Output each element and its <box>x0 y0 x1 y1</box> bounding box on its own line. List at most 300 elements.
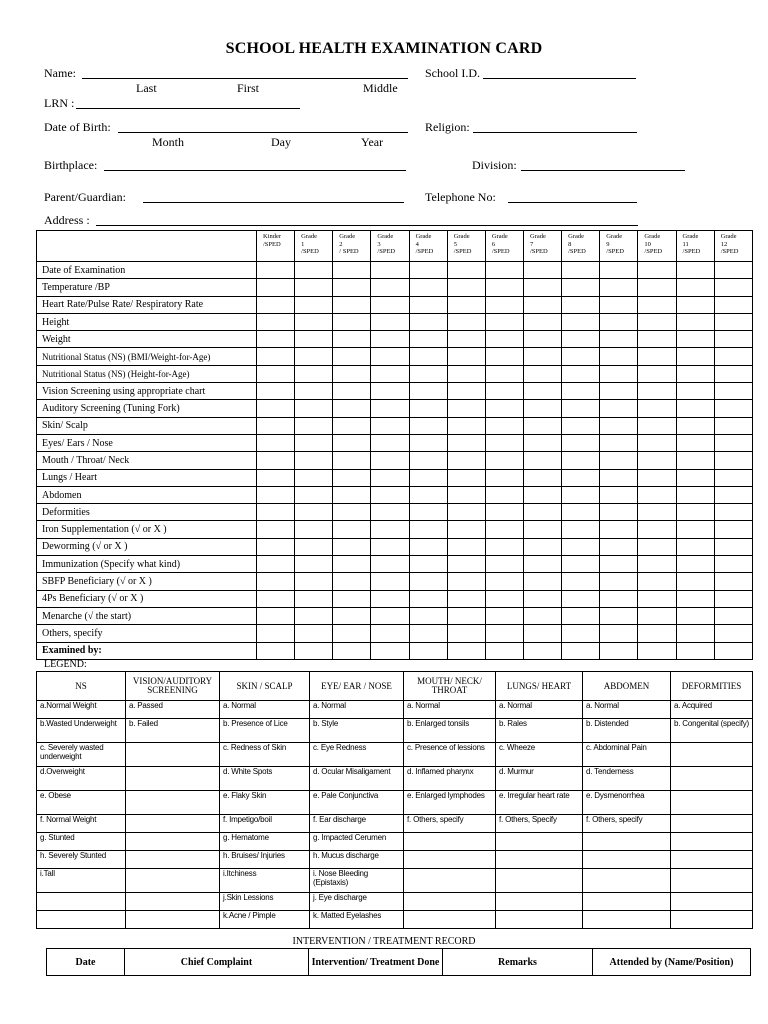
exam-cell[interactable] <box>485 486 523 503</box>
exam-cell[interactable] <box>257 556 295 573</box>
exam-cell[interactable] <box>447 590 485 607</box>
exam-cell[interactable] <box>257 573 295 590</box>
exam-cell[interactable] <box>562 279 600 296</box>
exam-cell[interactable] <box>714 400 752 417</box>
exam-cell[interactable] <box>676 452 714 469</box>
exam-cell[interactable] <box>257 383 295 400</box>
exam-cell[interactable] <box>562 642 600 659</box>
exam-cell[interactable] <box>257 262 295 279</box>
exam-cell[interactable] <box>714 383 752 400</box>
exam-cell[interactable] <box>600 521 638 538</box>
exam-cell[interactable] <box>409 538 447 555</box>
exam-cell[interactable] <box>409 296 447 313</box>
exam-cell[interactable] <box>638 590 676 607</box>
exam-cell[interactable] <box>714 556 752 573</box>
exam-cell[interactable] <box>485 279 523 296</box>
exam-cell[interactable] <box>409 590 447 607</box>
exam-cell[interactable] <box>714 538 752 555</box>
address-field[interactable] <box>96 225 638 226</box>
exam-cell[interactable] <box>562 383 600 400</box>
exam-cell[interactable] <box>638 521 676 538</box>
exam-cell[interactable] <box>257 313 295 330</box>
exam-cell[interactable] <box>371 279 409 296</box>
exam-cell[interactable] <box>676 556 714 573</box>
exam-cell[interactable] <box>333 625 371 642</box>
exam-cell[interactable] <box>523 521 561 538</box>
exam-cell[interactable] <box>371 642 409 659</box>
exam-cell[interactable] <box>257 400 295 417</box>
exam-cell[interactable] <box>523 400 561 417</box>
exam-cell[interactable] <box>409 504 447 521</box>
exam-cell[interactable] <box>333 434 371 451</box>
exam-cell[interactable] <box>562 538 600 555</box>
exam-cell[interactable] <box>523 383 561 400</box>
exam-cell[interactable] <box>409 452 447 469</box>
exam-cell[interactable] <box>295 279 333 296</box>
exam-cell[interactable] <box>714 486 752 503</box>
exam-cell[interactable] <box>600 469 638 486</box>
exam-cell[interactable] <box>523 469 561 486</box>
exam-cell[interactable] <box>371 296 409 313</box>
exam-cell[interactable] <box>714 521 752 538</box>
exam-cell[interactable] <box>485 538 523 555</box>
exam-cell[interactable] <box>333 279 371 296</box>
exam-cell[interactable] <box>562 262 600 279</box>
exam-cell[interactable] <box>409 521 447 538</box>
exam-cell[interactable] <box>523 434 561 451</box>
exam-cell[interactable] <box>333 556 371 573</box>
exam-cell[interactable] <box>638 607 676 624</box>
exam-cell[interactable] <box>333 296 371 313</box>
exam-cell[interactable] <box>562 348 600 365</box>
exam-cell[interactable] <box>638 452 676 469</box>
exam-cell[interactable] <box>600 296 638 313</box>
exam-cell[interactable] <box>257 417 295 434</box>
exam-cell[interactable] <box>257 521 295 538</box>
exam-cell[interactable] <box>485 573 523 590</box>
exam-cell[interactable] <box>523 625 561 642</box>
exam-cell[interactable] <box>676 469 714 486</box>
exam-cell[interactable] <box>371 538 409 555</box>
exam-cell[interactable] <box>714 296 752 313</box>
exam-cell[interactable] <box>371 365 409 382</box>
exam-cell[interactable] <box>676 625 714 642</box>
exam-cell[interactable] <box>562 573 600 590</box>
exam-cell[interactable] <box>447 607 485 624</box>
exam-cell[interactable] <box>485 642 523 659</box>
exam-cell[interactable] <box>562 313 600 330</box>
exam-cell[interactable] <box>638 469 676 486</box>
exam-cell[interactable] <box>295 383 333 400</box>
exam-cell[interactable] <box>409 313 447 330</box>
exam-cell[interactable] <box>295 331 333 348</box>
exam-cell[interactable] <box>295 452 333 469</box>
exam-cell[interactable] <box>638 434 676 451</box>
exam-cell[interactable] <box>409 642 447 659</box>
lrn-field[interactable] <box>76 108 300 109</box>
exam-cell[interactable] <box>371 573 409 590</box>
exam-cell[interactable] <box>714 365 752 382</box>
exam-cell[interactable] <box>371 400 409 417</box>
exam-cell[interactable] <box>714 607 752 624</box>
exam-cell[interactable] <box>485 331 523 348</box>
exam-cell[interactable] <box>409 262 447 279</box>
exam-cell[interactable] <box>676 383 714 400</box>
exam-cell[interactable] <box>333 486 371 503</box>
exam-cell[interactable] <box>638 279 676 296</box>
exam-cell[interactable] <box>333 642 371 659</box>
exam-cell[interactable] <box>333 383 371 400</box>
exam-cell[interactable] <box>638 348 676 365</box>
exam-cell[interactable] <box>333 538 371 555</box>
exam-cell[interactable] <box>676 538 714 555</box>
exam-cell[interactable] <box>600 452 638 469</box>
exam-cell[interactable] <box>447 469 485 486</box>
exam-cell[interactable] <box>371 331 409 348</box>
exam-cell[interactable] <box>714 452 752 469</box>
exam-cell[interactable] <box>371 434 409 451</box>
exam-cell[interactable] <box>295 573 333 590</box>
exam-cell[interactable] <box>295 296 333 313</box>
exam-cell[interactable] <box>333 590 371 607</box>
exam-cell[interactable] <box>714 642 752 659</box>
exam-cell[interactable] <box>600 417 638 434</box>
exam-cell[interactable] <box>562 417 600 434</box>
exam-cell[interactable] <box>523 486 561 503</box>
exam-cell[interactable] <box>523 313 561 330</box>
exam-cell[interactable] <box>333 521 371 538</box>
exam-cell[interactable] <box>562 521 600 538</box>
exam-cell[interactable] <box>447 521 485 538</box>
parent-field[interactable] <box>143 202 404 203</box>
exam-cell[interactable] <box>257 607 295 624</box>
exam-cell[interactable] <box>676 607 714 624</box>
exam-cell[interactable] <box>485 469 523 486</box>
exam-cell[interactable] <box>371 486 409 503</box>
exam-cell[interactable] <box>447 573 485 590</box>
exam-cell[interactable] <box>714 573 752 590</box>
exam-cell[interactable] <box>409 383 447 400</box>
exam-cell[interactable] <box>638 313 676 330</box>
exam-cell[interactable] <box>638 383 676 400</box>
exam-cell[interactable] <box>371 383 409 400</box>
exam-cell[interactable] <box>371 313 409 330</box>
exam-cell[interactable] <box>676 590 714 607</box>
exam-cell[interactable] <box>600 434 638 451</box>
exam-cell[interactable] <box>409 365 447 382</box>
exam-cell[interactable] <box>638 365 676 382</box>
exam-cell[interactable] <box>523 417 561 434</box>
exam-cell[interactable] <box>295 417 333 434</box>
exam-cell[interactable] <box>333 313 371 330</box>
exam-cell[interactable] <box>295 400 333 417</box>
exam-cell[interactable] <box>257 504 295 521</box>
exam-cell[interactable] <box>638 538 676 555</box>
exam-cell[interactable] <box>447 296 485 313</box>
exam-cell[interactable] <box>295 521 333 538</box>
exam-cell[interactable] <box>447 556 485 573</box>
exam-cell[interactable] <box>638 573 676 590</box>
exam-cell[interactable] <box>409 434 447 451</box>
exam-cell[interactable] <box>600 279 638 296</box>
exam-cell[interactable] <box>523 590 561 607</box>
school-id-field[interactable] <box>483 78 636 79</box>
dob-field[interactable] <box>118 132 408 133</box>
exam-cell[interactable] <box>523 452 561 469</box>
exam-cell[interactable] <box>600 383 638 400</box>
exam-cell[interactable] <box>485 296 523 313</box>
exam-cell[interactable] <box>447 348 485 365</box>
exam-cell[interactable] <box>447 313 485 330</box>
exam-cell[interactable] <box>485 365 523 382</box>
exam-cell[interactable] <box>562 400 600 417</box>
exam-cell[interactable] <box>714 331 752 348</box>
exam-cell[interactable] <box>638 400 676 417</box>
exam-cell[interactable] <box>600 573 638 590</box>
exam-cell[interactable] <box>714 417 752 434</box>
exam-cell[interactable] <box>600 607 638 624</box>
exam-cell[interactable] <box>257 625 295 642</box>
exam-cell[interactable] <box>295 469 333 486</box>
exam-cell[interactable] <box>257 486 295 503</box>
exam-cell[interactable] <box>333 331 371 348</box>
exam-cell[interactable] <box>333 607 371 624</box>
exam-cell[interactable] <box>295 538 333 555</box>
exam-cell[interactable] <box>523 504 561 521</box>
exam-cell[interactable] <box>523 365 561 382</box>
exam-cell[interactable] <box>447 504 485 521</box>
exam-cell[interactable] <box>371 348 409 365</box>
exam-cell[interactable] <box>371 556 409 573</box>
exam-cell[interactable] <box>257 452 295 469</box>
exam-cell[interactable] <box>485 556 523 573</box>
exam-cell[interactable] <box>257 642 295 659</box>
exam-cell[interactable] <box>676 313 714 330</box>
exam-cell[interactable] <box>600 625 638 642</box>
exam-cell[interactable] <box>257 538 295 555</box>
exam-cell[interactable] <box>523 538 561 555</box>
exam-cell[interactable] <box>638 642 676 659</box>
exam-cell[interactable] <box>447 452 485 469</box>
exam-cell[interactable] <box>485 607 523 624</box>
exam-cell[interactable] <box>562 331 600 348</box>
exam-cell[interactable] <box>485 383 523 400</box>
exam-cell[interactable] <box>295 365 333 382</box>
exam-cell[interactable] <box>447 417 485 434</box>
exam-cell[interactable] <box>485 504 523 521</box>
exam-cell[interactable] <box>257 279 295 296</box>
exam-cell[interactable] <box>600 538 638 555</box>
exam-cell[interactable] <box>562 590 600 607</box>
exam-cell[interactable] <box>600 556 638 573</box>
exam-cell[interactable] <box>371 625 409 642</box>
exam-cell[interactable] <box>371 469 409 486</box>
exam-cell[interactable] <box>676 262 714 279</box>
exam-cell[interactable] <box>676 331 714 348</box>
exam-cell[interactable] <box>638 296 676 313</box>
exam-cell[interactable] <box>257 590 295 607</box>
exam-cell[interactable] <box>295 313 333 330</box>
exam-cell[interactable] <box>333 348 371 365</box>
exam-cell[interactable] <box>447 262 485 279</box>
exam-cell[interactable] <box>676 400 714 417</box>
exam-cell[interactable] <box>333 573 371 590</box>
exam-cell[interactable] <box>295 607 333 624</box>
exam-cell[interactable] <box>638 556 676 573</box>
exam-cell[interactable] <box>485 348 523 365</box>
exam-cell[interactable] <box>523 348 561 365</box>
division-field[interactable] <box>521 170 685 171</box>
exam-cell[interactable] <box>562 365 600 382</box>
exam-cell[interactable] <box>600 331 638 348</box>
exam-cell[interactable] <box>447 538 485 555</box>
exam-cell[interactable] <box>523 573 561 590</box>
exam-cell[interactable] <box>295 434 333 451</box>
exam-cell[interactable] <box>714 279 752 296</box>
birthplace-field[interactable] <box>104 170 406 171</box>
exam-cell[interactable] <box>600 504 638 521</box>
exam-cell[interactable] <box>295 262 333 279</box>
exam-cell[interactable] <box>600 313 638 330</box>
exam-cell[interactable] <box>295 486 333 503</box>
exam-cell[interactable] <box>523 607 561 624</box>
exam-cell[interactable] <box>562 486 600 503</box>
exam-cell[interactable] <box>333 469 371 486</box>
exam-cell[interactable] <box>485 262 523 279</box>
exam-cell[interactable] <box>638 331 676 348</box>
exam-cell[interactable] <box>523 262 561 279</box>
exam-cell[interactable] <box>714 590 752 607</box>
exam-cell[interactable] <box>523 279 561 296</box>
exam-cell[interactable] <box>714 504 752 521</box>
exam-cell[interactable] <box>600 348 638 365</box>
exam-cell[interactable] <box>676 296 714 313</box>
exam-cell[interactable] <box>638 625 676 642</box>
exam-cell[interactable] <box>409 469 447 486</box>
exam-cell[interactable] <box>714 262 752 279</box>
exam-cell[interactable] <box>447 279 485 296</box>
exam-cell[interactable] <box>638 504 676 521</box>
exam-cell[interactable] <box>714 469 752 486</box>
exam-cell[interactable] <box>333 504 371 521</box>
exam-cell[interactable] <box>257 469 295 486</box>
exam-cell[interactable] <box>409 331 447 348</box>
religion-field[interactable] <box>473 132 637 133</box>
exam-cell[interactable] <box>638 486 676 503</box>
exam-cell[interactable] <box>485 590 523 607</box>
exam-cell[interactable] <box>523 556 561 573</box>
exam-cell[interactable] <box>447 486 485 503</box>
exam-cell[interactable] <box>333 400 371 417</box>
exam-cell[interactable] <box>485 417 523 434</box>
exam-cell[interactable] <box>676 279 714 296</box>
telephone-field[interactable] <box>508 202 637 203</box>
exam-cell[interactable] <box>600 642 638 659</box>
exam-cell[interactable] <box>600 400 638 417</box>
exam-cell[interactable] <box>409 625 447 642</box>
exam-cell[interactable] <box>714 434 752 451</box>
exam-cell[interactable] <box>409 400 447 417</box>
exam-cell[interactable] <box>676 521 714 538</box>
exam-cell[interactable] <box>638 417 676 434</box>
exam-cell[interactable] <box>485 521 523 538</box>
exam-cell[interactable] <box>714 348 752 365</box>
exam-cell[interactable] <box>409 486 447 503</box>
exam-cell[interactable] <box>714 625 752 642</box>
exam-cell[interactable] <box>485 625 523 642</box>
exam-cell[interactable] <box>333 417 371 434</box>
exam-cell[interactable] <box>562 556 600 573</box>
exam-cell[interactable] <box>371 417 409 434</box>
exam-cell[interactable] <box>562 296 600 313</box>
exam-cell[interactable] <box>714 313 752 330</box>
exam-cell[interactable] <box>409 607 447 624</box>
exam-cell[interactable] <box>676 504 714 521</box>
exam-cell[interactable] <box>447 625 485 642</box>
exam-cell[interactable] <box>409 279 447 296</box>
exam-cell[interactable] <box>562 452 600 469</box>
exam-cell[interactable] <box>676 417 714 434</box>
exam-cell[interactable] <box>676 365 714 382</box>
exam-cell[interactable] <box>485 313 523 330</box>
exam-cell[interactable] <box>409 417 447 434</box>
exam-cell[interactable] <box>371 262 409 279</box>
exam-cell[interactable] <box>409 556 447 573</box>
exam-cell[interactable] <box>562 607 600 624</box>
exam-cell[interactable] <box>333 365 371 382</box>
exam-cell[interactable] <box>447 331 485 348</box>
exam-cell[interactable] <box>447 383 485 400</box>
exam-cell[interactable] <box>562 469 600 486</box>
exam-cell[interactable] <box>562 434 600 451</box>
exam-cell[interactable] <box>676 642 714 659</box>
exam-cell[interactable] <box>295 556 333 573</box>
exam-cell[interactable] <box>676 573 714 590</box>
exam-cell[interactable] <box>409 573 447 590</box>
exam-cell[interactable] <box>562 504 600 521</box>
exam-cell[interactable] <box>562 625 600 642</box>
exam-cell[interactable] <box>371 504 409 521</box>
exam-cell[interactable] <box>676 348 714 365</box>
exam-cell[interactable] <box>447 400 485 417</box>
exam-cell[interactable] <box>638 262 676 279</box>
exam-cell[interactable] <box>600 486 638 503</box>
exam-cell[interactable] <box>257 434 295 451</box>
exam-cell[interactable] <box>447 642 485 659</box>
exam-cell[interactable] <box>257 296 295 313</box>
exam-cell[interactable] <box>485 434 523 451</box>
exam-cell[interactable] <box>333 452 371 469</box>
exam-cell[interactable] <box>523 331 561 348</box>
exam-cell[interactable] <box>371 590 409 607</box>
exam-cell[interactable] <box>676 434 714 451</box>
exam-cell[interactable] <box>333 262 371 279</box>
exam-cell[interactable] <box>257 365 295 382</box>
exam-cell[interactable] <box>676 486 714 503</box>
exam-cell[interactable] <box>371 607 409 624</box>
exam-cell[interactable] <box>600 262 638 279</box>
exam-cell[interactable] <box>447 434 485 451</box>
exam-cell[interactable] <box>371 521 409 538</box>
name-field[interactable] <box>82 78 408 79</box>
exam-cell[interactable] <box>409 348 447 365</box>
exam-cell[interactable] <box>600 590 638 607</box>
exam-cell[interactable] <box>485 400 523 417</box>
exam-cell[interactable] <box>257 331 295 348</box>
exam-cell[interactable] <box>295 348 333 365</box>
exam-cell[interactable] <box>523 296 561 313</box>
exam-cell[interactable] <box>523 642 561 659</box>
